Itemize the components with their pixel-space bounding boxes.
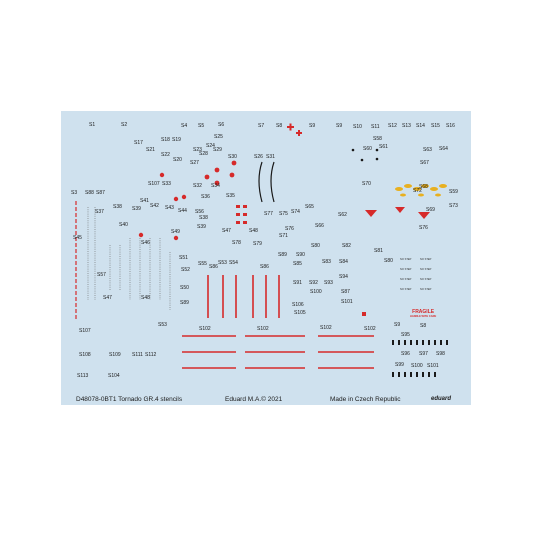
red-triangle: [365, 210, 377, 217]
stencil-number: S47: [222, 228, 231, 234]
stencil-number: S9: [336, 123, 343, 129]
stencil-number: S83: [322, 259, 331, 265]
stencil-number: S8: [276, 123, 283, 129]
stencil-number: S52: [181, 267, 190, 273]
stencil-number: S18: [161, 137, 170, 143]
stencil-number: S45: [73, 235, 82, 241]
stencil-number: S68: [419, 184, 428, 190]
stencil-number: S64: [439, 146, 448, 152]
stencil-number: S76: [285, 226, 294, 232]
stencil-number: S20: [173, 157, 182, 163]
stencil-number: S109: [109, 352, 121, 358]
stencil-number: S32: [193, 183, 202, 189]
stencil-number: S61: [379, 144, 388, 150]
stencil-number: S23: [193, 147, 202, 153]
stencil-number: S102: [364, 326, 376, 332]
stencil-number: S9: [394, 322, 401, 328]
fragile-text: FRAGILE: [412, 309, 435, 315]
stencil-number: S26: [254, 154, 263, 160]
stencil-number: S57: [97, 272, 106, 278]
stencil-number: S102: [320, 325, 332, 331]
stencil-number: S48: [249, 228, 258, 234]
stencil-number: S105: [294, 310, 306, 316]
stencil-number: S60: [363, 146, 372, 152]
stencil-number: S12: [388, 123, 397, 129]
stencil-number: S85: [293, 261, 302, 267]
stencil-number: S4: [181, 123, 188, 129]
stencil-number: S22: [161, 152, 170, 158]
warning-label: NO STEP: [400, 268, 412, 271]
stencil-number: S63: [423, 147, 432, 153]
stencil-number: S106: [292, 302, 304, 308]
stencil-number: S73: [449, 203, 458, 209]
stencil-number: S29: [213, 147, 222, 153]
stencil-number: S48: [141, 295, 150, 301]
stencil-number: S43: [165, 205, 174, 211]
stencil-number: S10: [353, 124, 362, 130]
stencil-number: S3: [71, 190, 78, 196]
stencil-number: S92: [309, 280, 318, 286]
stencil-number: S79: [253, 241, 262, 247]
stencil-number: S8: [420, 323, 427, 329]
stencil-number: S107: [79, 328, 91, 334]
warning-label: NO STEP: [420, 288, 432, 291]
stencil-number: S101: [341, 299, 353, 305]
stencil-number: S28: [199, 151, 208, 157]
stencil-number: S59: [449, 189, 458, 195]
stencil-number: S94: [339, 274, 348, 280]
stencil-number: S54: [229, 260, 238, 266]
stencil-number: S5: [198, 123, 205, 129]
warning-label: NO STEP: [400, 288, 412, 291]
fragile-subtext: HANDLE WITH CARE: [410, 315, 437, 318]
stencil-number: S34: [211, 183, 220, 189]
stencil-number: S7: [258, 123, 265, 129]
stencil-number: S47: [103, 295, 112, 301]
stencil-number: S49: [171, 229, 180, 235]
stencil-number: S100: [310, 289, 322, 295]
stencil-number: S107: [148, 181, 160, 187]
stencil-number: S19: [172, 137, 181, 143]
stencil-number: S112: [145, 352, 157, 358]
stencil-number: S90: [296, 252, 305, 258]
eduard-logo: eduard: [431, 396, 452, 402]
stencil-number: S81: [374, 248, 383, 254]
stencil-number: S38: [113, 204, 122, 210]
stencil-number: S1: [89, 122, 96, 128]
stencil-number: S14: [416, 123, 425, 129]
stencil-number: S98: [436, 351, 445, 357]
stencil-number: S15: [431, 123, 440, 129]
stencil-number: S36: [201, 194, 210, 200]
stencil-number: S89: [180, 300, 189, 306]
stencil-number: S24: [206, 143, 215, 149]
stencil-number: S30: [228, 154, 237, 160]
stencil-number: S35: [226, 193, 235, 199]
stencil-number: S69: [426, 207, 435, 213]
warning-label: NO STEP: [420, 258, 432, 261]
fragile-decal: [410, 310, 436, 318]
stencil-number: S102: [257, 326, 269, 332]
stencil-number: S39: [197, 224, 206, 230]
stencil-number: S65: [305, 204, 314, 210]
stencil-number: S44: [178, 208, 187, 214]
copyright: Eduard M.A.© 2021: [225, 396, 283, 403]
stencil-number: S41: [140, 198, 149, 204]
stencil-number: S33: [162, 181, 171, 187]
warning-label: NO STEP: [400, 258, 412, 261]
stencil-number: S9: [309, 123, 316, 129]
stencil-number: S84: [339, 259, 348, 265]
origin-text: Made in Czech Republic: [330, 396, 401, 403]
stencil-number: S80: [311, 243, 320, 249]
stencil-number: S71: [279, 233, 288, 239]
stencil-number: S21: [146, 147, 155, 153]
warning-label: NO STEP: [420, 268, 432, 271]
stencil-number: S102: [199, 326, 211, 332]
stencil-number: S89: [278, 252, 287, 258]
stencil-number: S17: [134, 140, 143, 146]
stencil-number: S38: [199, 215, 208, 221]
stencil-number: S2: [121, 122, 128, 128]
stencil-number: S56: [195, 209, 204, 215]
stencil-number: S108: [79, 352, 91, 358]
stencil-number: S25: [214, 134, 223, 140]
stencil-number: S111: [132, 352, 143, 358]
stencil-number: S27: [190, 160, 199, 166]
stencil-number: S13: [402, 123, 411, 129]
stencil-number: S66: [315, 223, 324, 229]
stencil-number: S104: [108, 373, 120, 379]
stencil-number: S97: [419, 351, 428, 357]
sheet-code: D48078-0BT1 Tornado GR.4 stencils: [76, 396, 183, 403]
stencil-number: S50: [180, 285, 189, 291]
stencil-number: S62: [338, 212, 347, 218]
stencil-number: S40: [119, 222, 128, 228]
stencil-number: S93: [324, 280, 333, 286]
stencil-number: S16: [446, 123, 455, 129]
stencil-number: S46: [141, 240, 150, 246]
stencil-number: S91: [293, 280, 302, 286]
stencil-number: S39: [132, 206, 141, 212]
stencil-number: S6: [218, 122, 225, 128]
stencil-number: S37: [95, 209, 104, 215]
stencil-number: S82: [342, 243, 351, 249]
stencil-number: S75: [279, 211, 288, 217]
stencil-number: S76: [419, 225, 428, 231]
stencil-number: S31: [266, 154, 275, 160]
stencil-number: S86: [260, 264, 269, 270]
stencil-number: S55: [198, 261, 207, 267]
stencil-number: S11: [371, 124, 380, 130]
stencil-number: S42: [150, 203, 159, 209]
stencil-number: S96: [401, 351, 410, 357]
stencil-number: S53: [158, 322, 167, 328]
stencil-number: S77: [264, 211, 273, 217]
warning-label: NO STEP: [420, 278, 432, 281]
stencil-number: S51: [179, 255, 188, 261]
stencil-number: S74: [291, 209, 300, 215]
stencil-number: S95: [401, 332, 410, 338]
stencil-number: S99: [395, 362, 404, 368]
stencil-number: S87: [341, 289, 350, 295]
black-curve: [259, 162, 262, 202]
stencil-number: S58: [373, 136, 382, 142]
stencil-number: S101: [427, 363, 439, 369]
stencil-number: S86: [209, 264, 218, 270]
warning-label: NO STEP: [400, 278, 412, 281]
stencil-number: S53: [218, 260, 227, 266]
stencil-number: S72: [413, 188, 422, 194]
stencil-number: S80: [384, 258, 393, 264]
stencil-number: S70: [362, 181, 371, 187]
stencil-number: S67: [420, 160, 429, 166]
stencil-number: S113: [77, 373, 89, 379]
stencil-number: S100: [411, 363, 423, 369]
stencil-number: S87: [96, 190, 105, 196]
stencil-number: S78: [232, 240, 241, 246]
stencil-number: S88: [85, 190, 94, 196]
